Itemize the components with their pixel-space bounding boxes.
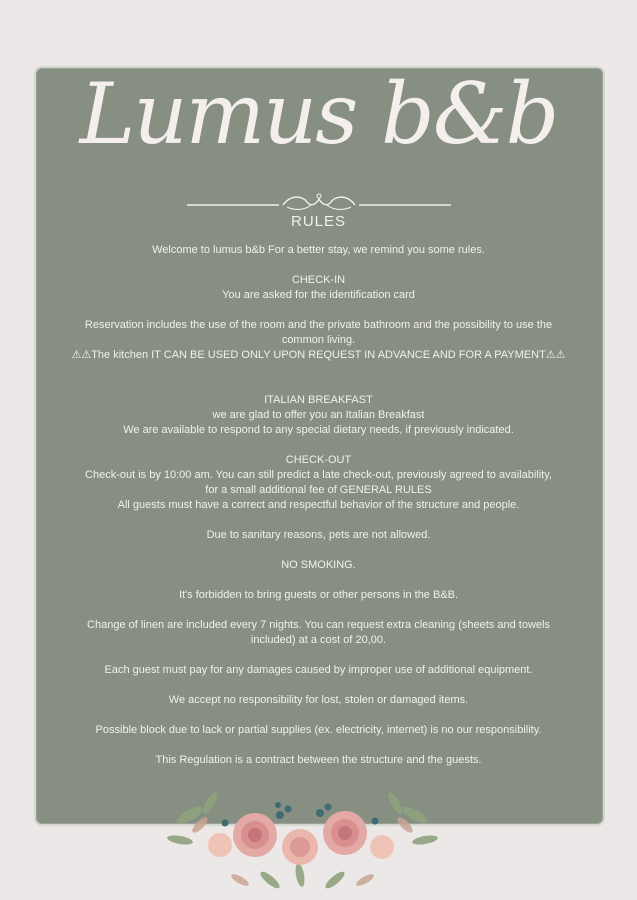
breakfast-title: ITALIAN BREAKFAST bbox=[264, 394, 373, 406]
breakfast-line-1: we are glad to offer you an Italian Breakfast bbox=[212, 409, 425, 421]
welcome-text: Welcome to lumus b&b For a better stay, we remind you some rules. bbox=[152, 244, 485, 256]
section-title: RULES bbox=[290, 213, 347, 230]
checkout-line-2: for a small additional fee of GENERAL RULES bbox=[205, 484, 432, 496]
reservation-line-1: Reservation includes the use of the room and the private bathroom and the possibility to use the bbox=[84, 319, 553, 331]
checkout-title: CHECK-OUT bbox=[285, 454, 352, 466]
rules-body bbox=[56, 243, 581, 768]
checkin-id-card: You are asked for the identification card bbox=[222, 289, 415, 301]
brand-logo: Lumus b&b bbox=[79, 65, 558, 163]
linen-line-2: included) at a cost of 20,00. bbox=[250, 634, 387, 646]
breakfast-line-2: We are available to respond to any special dietary needs, if previously indicated. bbox=[123, 424, 514, 436]
rule-responsibility: We accept no responsibility for lost, stolen or damaged items. bbox=[168, 694, 469, 706]
rule-guests: It's forbidden to bring guests or other persons in the B&B. bbox=[178, 589, 459, 601]
linen-line-1: Change of linen are included every 7 nights. You can request extra cleaning (sheets and towels bbox=[87, 619, 550, 631]
rule-contract: This Regulation is a contract between the structure and the guests. bbox=[155, 754, 482, 766]
floral-decoration bbox=[160, 785, 445, 900]
rule-pets: Due to sanitary reasons, pets are not allowed. bbox=[206, 529, 431, 541]
ornament-divider bbox=[187, 190, 451, 214]
checkout-line-1: Check-out is by 10:00 am. You can still predict a late check-out, previously agreed to availability, bbox=[85, 469, 552, 481]
rule-no-smoking: NO SMOKING. bbox=[281, 559, 356, 571]
reservation-line-2: common living. bbox=[281, 334, 356, 346]
kitchen-warning: ⚠⚠The kitchen IT CAN BE USED ONLY UPON REQUEST IN ADVANCE AND FOR A PAYMENT⚠⚠ bbox=[71, 349, 566, 361]
rule-damages: Each guest must pay for any damages caused by improper use of additional equipment. bbox=[104, 664, 533, 676]
rule-supplies: Possible block due to lack or partial supplies (ex. electricity, internet) is no our responsibility. bbox=[95, 724, 542, 736]
checkin-title: CHECK-IN bbox=[291, 274, 346, 286]
checkout-line-3: All guests must have a correct and respectful behavior of the structure and people. bbox=[117, 499, 520, 511]
